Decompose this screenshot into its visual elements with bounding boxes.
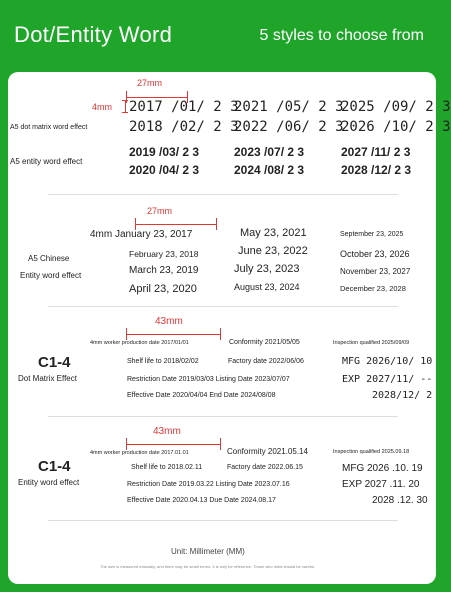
divider	[48, 306, 398, 307]
dot-matrix-label: Dot Matrix Effect	[18, 374, 77, 383]
date-text: August 23, 2024	[234, 282, 300, 292]
info-text: Shelf life to 2018.02.11	[131, 464, 203, 471]
exp-date: EXP 2027 .11. 20	[342, 479, 420, 490]
date-text: 2021 /05/ 2 3	[234, 99, 344, 115]
date-text: 2027 /11/ 2 3	[341, 145, 411, 159]
info-text: Conformity 2021.05.14	[227, 447, 308, 456]
content-card	[8, 72, 451, 584]
page-subtitle: 5 styles to choose from	[259, 27, 424, 44]
info-text: 4mm worker production date 2017.01.01	[90, 450, 189, 456]
info-text: Factory date 2022/06/06	[228, 358, 304, 365]
date-text: April 23, 2020	[129, 283, 197, 295]
date-text: March 23, 2019	[129, 265, 199, 276]
entity-word-label: A5 entity word effect	[10, 157, 83, 166]
width-label-43mm: 43mm	[153, 426, 181, 437]
divider	[48, 520, 398, 521]
header-banner	[0, 0, 444, 72]
date-text: October 23, 2026	[340, 249, 410, 259]
height-rule	[122, 100, 128, 113]
info-text: Factory date 2022.06.15	[227, 464, 303, 471]
width-label-43mm: 43mm	[155, 316, 183, 327]
info-text: Effective Date 2020/04/04 End Date 2024/08/08	[127, 392, 276, 399]
date-text: 2026 /10/ 2 3	[341, 119, 451, 135]
date-text: 2028 .12. 30	[372, 495, 428, 506]
date-text: 4mm January 23, 2017	[90, 229, 193, 240]
date-text: 2024 /08/ 2 3	[234, 163, 305, 177]
width-label-27mm: 27mm	[137, 78, 163, 88]
dot-matrix-label: A5 dot matrix word effect	[10, 124, 88, 131]
info-text: Conformity 2021/05/05	[229, 339, 300, 346]
date-text: February 23, 2018	[129, 249, 199, 259]
unit-label: Unit: Millimeter (MM)	[171, 547, 245, 556]
date-text: June 23, 2022	[238, 245, 308, 257]
width-rule	[126, 438, 221, 450]
date-text: 2020 /04/ 2 3	[129, 163, 200, 177]
divider	[48, 416, 398, 417]
date-text: 2025 /09/ 2 3	[341, 99, 451, 115]
model-name: C1-4	[38, 458, 71, 475]
date-text: November 23, 2027	[340, 267, 411, 276]
chinese-label: A5 Chinese	[28, 254, 70, 263]
date-text: 2022 /06/ 2 3	[234, 119, 344, 135]
entity-word-label: Entity word effect	[18, 478, 80, 487]
info-text: 4mm worker production date 2017/01/01	[90, 340, 189, 346]
info-text: Inspection qualified 2025.09.18	[333, 449, 410, 455]
info-text: Shelf life to 2018/02/02	[127, 358, 199, 365]
exp-date: EXP 2027/11/ --	[342, 374, 433, 385]
mfg-date: MFG 2026/10/ 10	[342, 356, 433, 367]
width-rule	[126, 328, 221, 340]
date-text: 2017 /01/ 2 3	[129, 99, 239, 115]
date-text: July 23, 2023	[234, 263, 300, 275]
info-text: Inspection qualified 2025/09/09	[333, 340, 410, 346]
mfg-date: MFG 2026 .10. 19	[342, 463, 423, 474]
width-label-27mm: 27mm	[147, 206, 173, 216]
date-text: 2019 /03/ 2 3	[129, 145, 200, 159]
divider	[48, 194, 398, 195]
date-text: December 23, 2028	[340, 284, 406, 293]
height-label-4mm: 4mm	[92, 102, 112, 112]
date-text: 2028/12/ 2	[372, 390, 433, 401]
info-text: Restriction Date 2019.03.22 Listing Date 2023.07.16	[127, 481, 290, 488]
date-text: 2018 /02/ 2 3	[129, 119, 239, 135]
model-name: C1-4	[38, 354, 71, 371]
date-text: September 23, 2025	[340, 231, 404, 238]
info-text: Restriction Date 2019/03/03 Listing Date 2023/07/07	[127, 376, 290, 383]
date-text: 2023 /07/ 2 3	[234, 145, 305, 159]
disclaimer-note: The size is measured manually, and there may be small errors. It is only for reference. Those who mind should be careful.	[100, 564, 316, 569]
page-title: Dot/Entity Word	[14, 22, 173, 47]
info-text: Effective Date 2020.04.13 Due Date 2024.08.17	[127, 497, 276, 504]
date-text: May 23, 2021	[240, 227, 307, 239]
date-text: 2028 /12/ 2 3	[341, 163, 412, 177]
entity-word-label: Entity word effect	[20, 271, 82, 280]
